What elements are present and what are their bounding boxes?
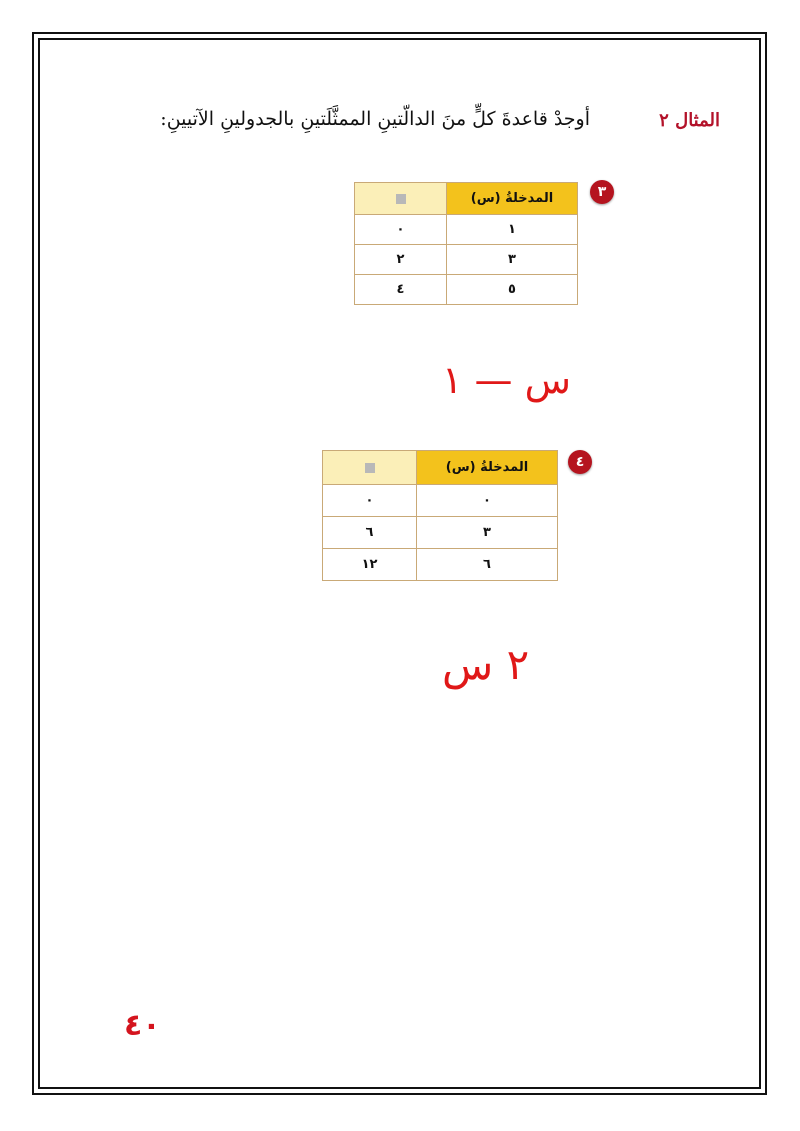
input-column-header: المدخلةُ (س) [447, 183, 578, 215]
input-cell: ١ [447, 215, 578, 245]
input-cell: ٣ [447, 245, 578, 275]
table-row [355, 245, 578, 275]
input-cell: ٥ [447, 275, 578, 305]
function-table-4 [322, 450, 558, 581]
output-column-header [323, 451, 417, 485]
problem-3-badge: ٣ [590, 180, 614, 204]
table-row [355, 275, 578, 305]
table-row [355, 215, 578, 245]
output-cell: ١٢ [323, 549, 417, 581]
output-cell: ٤ [355, 275, 447, 305]
function-table-3 [354, 182, 578, 305]
input-column-header: المدخلةُ (س) [417, 451, 558, 485]
output-cell: ٠ [323, 485, 417, 517]
table-row [323, 485, 558, 517]
output-column-header [355, 183, 447, 215]
output-cell: ٢ [355, 245, 447, 275]
input-cell: ٣ [417, 517, 558, 549]
example-header [160, 108, 720, 144]
instruction-text: أوجدْ قاعدةَ كلٍّ منَ الدالّتينِ الممثَّلَتينِ بالجدولينِ الآتيينِ: [160, 108, 590, 130]
table-row [323, 549, 558, 581]
problem-4-badge: ٤ [568, 450, 592, 474]
output-cell: ٦ [323, 517, 417, 549]
example-label: المثال ٢ [659, 110, 720, 131]
blank-square-icon [365, 463, 375, 473]
answer-4: ٢ س [442, 640, 530, 689]
input-cell: ٦ [417, 549, 558, 581]
input-cell: ٠ [417, 485, 558, 517]
answer-3: س — ١ [442, 358, 571, 402]
blank-square-icon [396, 194, 406, 204]
page-number: ٤٠ [124, 1008, 161, 1043]
table-row [323, 517, 558, 549]
output-cell: ٠ [355, 215, 447, 245]
